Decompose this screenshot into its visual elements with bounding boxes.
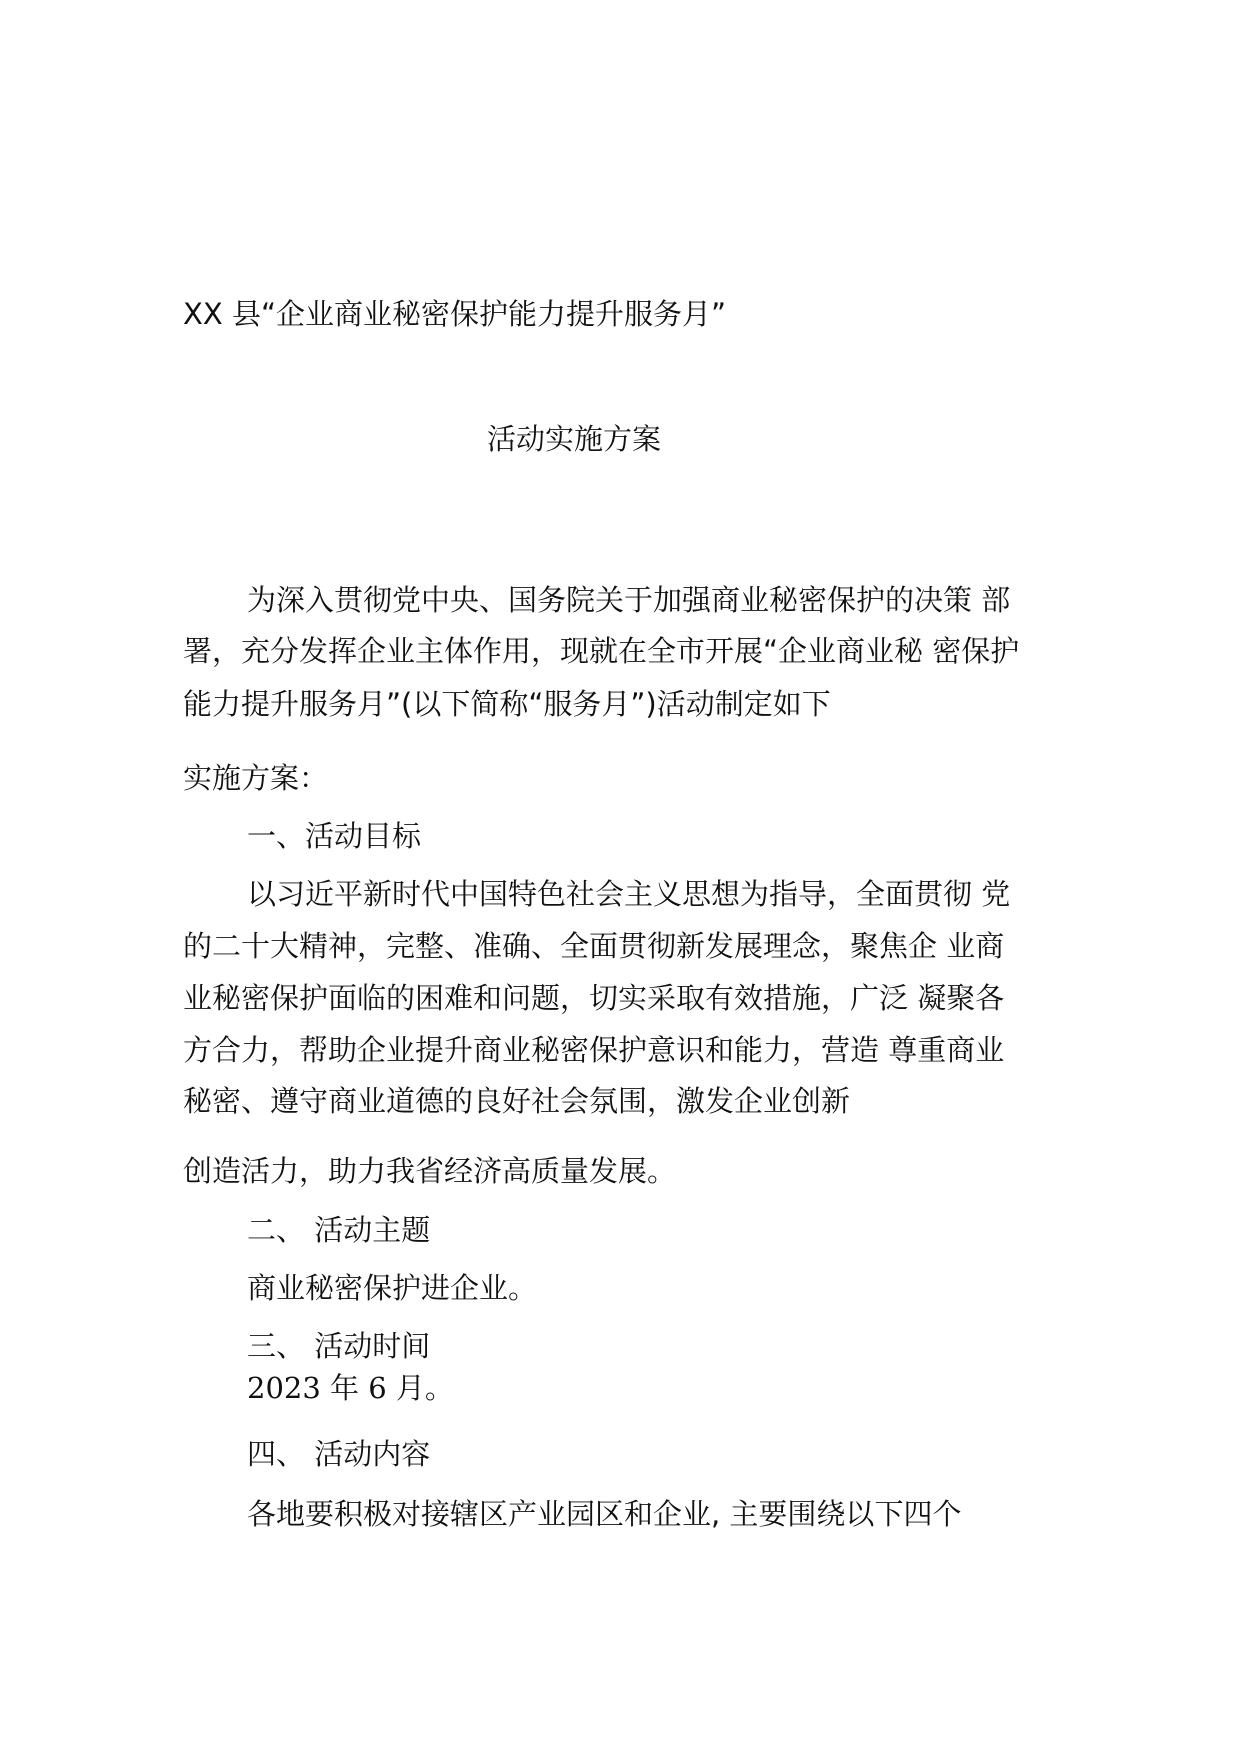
intro-line: 署，充分发挥企业主体作用，现就在全市开展“企业商业秘 密保护: [183, 634, 1020, 668]
section-body-line: 秘密、遵守商业道德的良好社会氛围，激发企业创新: [183, 1084, 851, 1118]
section-heading-theme: 二、 活动主题: [247, 1213, 431, 1247]
section-body-line: 商业秘密保护进企业。: [247, 1271, 538, 1305]
section-body-line: 业秘密保护面临的困难和问题，切实采取有效措施，广泛 凝聚各: [183, 981, 1005, 1015]
section-body-line: 以习近平新时代中国特色社会主义思想为指导，全面贯彻 党: [247, 877, 1011, 911]
intro-line: 为深入贯彻党中央、国务院关于加强商业秘密保护的决策 部: [247, 583, 1011, 617]
document-title-line1: XX 县“企业商业秘密保护能力提升服务月”: [183, 297, 727, 331]
section-body-line: 创造活力，助力我省经济高质量发展。: [183, 1154, 677, 1188]
section-body-line: 方合力，帮助企业提升商业秘密保护意识和能力，营造 尊重商业: [183, 1033, 1005, 1067]
document-title-line2: 活动实施方案: [487, 422, 662, 456]
section-body-line: 2023 年 6 月。: [247, 1371, 454, 1405]
section-heading-goal: 一、活动目标: [247, 819, 422, 853]
intro-line: 能力提升服务月”(以下简称“服务月”)活动制定如下: [183, 687, 831, 721]
intro-line: 实施方案：: [183, 761, 329, 795]
section-heading-time: 三、 活动时间: [247, 1329, 431, 1363]
section-body-line: 的二十大精神，完整、准确、全面贯彻新发展理念，聚焦企 业商: [183, 929, 1005, 963]
section-body-line: 各地要积极对接辖区产业园区和企业, 主要围绕以下四个: [247, 1497, 962, 1531]
section-heading-content: 四、 活动内容: [247, 1437, 431, 1471]
